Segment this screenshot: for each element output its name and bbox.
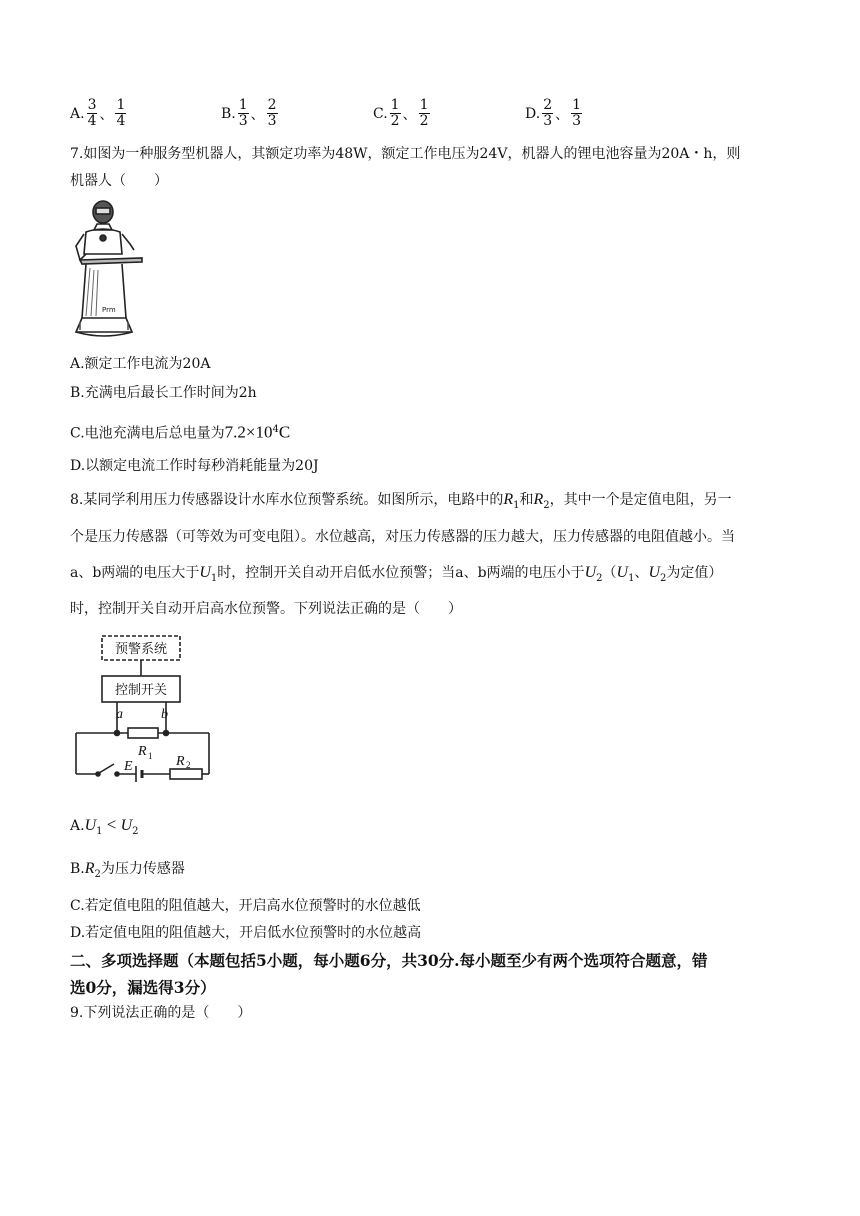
separator: 、 [402,106,417,123]
symbol-u2: U [648,564,660,581]
symbol-r2: R [84,860,95,877]
q7-option-d: D.以额定电流工作时每秒消耗能量为20J [70,458,319,474]
text: 和 [519,492,534,508]
r2-label: R [176,754,185,769]
r1-subscript: 1 [148,751,153,761]
text: （ [602,565,617,581]
fraction: $\frac{1}{3}$ [572,97,582,129]
r1-resistor [128,728,158,738]
subscript: 1 [210,572,218,584]
robot-logo-text: Prm [102,306,116,314]
q8-stem-line2: 个是压力传感器（可等效为可变电阻）。水位越高，对压力传感器的压力越大，压力传感器的电阻值越小。当 [70,529,735,545]
separator: 、 [250,106,265,123]
fraction: $\frac{2}{3}$ [267,97,277,129]
text: 、 [634,565,649,581]
q8-stem-line1 [70,490,732,516]
formula-exponent: 4 [272,424,279,435]
symbol-r1: R [503,491,514,508]
symbol-u1: U [84,817,97,834]
terminal-a-label: a [116,707,123,722]
q7-option-c [70,420,290,444]
r2-subscript: 2 [186,760,191,770]
warning-system-label: 预警系统 [114,642,168,657]
q8-stem-line4: 时，控制开关自动开启高水位预警。下列说法正确的是（ ） [70,601,462,617]
q8-option-b [70,859,185,885]
section-heading-line2: 选0分，漏选得3分） [70,978,216,997]
text: a、b两端的电压小于 [455,565,585,581]
text: 时，控制开关自动开启低水位预警；当 [217,565,456,581]
formula-base: 7.2×10 [224,422,273,442]
option-label: A. [70,105,85,122]
text: 8.某同学利用压力传感器设计水库水位预警系统。如图所示，电路中的 [70,492,504,508]
q8-option-a [70,815,139,842]
text: 为定值） [666,565,723,581]
q6-option-b [221,98,280,129]
option-label: B. [70,861,85,877]
symbol-u2: U [120,817,133,834]
q6-option-c [373,98,432,129]
subscript: 2 [132,825,139,837]
less-than: < [102,815,121,834]
option-label: C. [373,105,388,122]
q7-stem-line2: 机器人（ ） [70,173,168,189]
q6-option-d [525,98,584,129]
q7-option-b: B.充满电后最长工作时间为2h [70,385,257,401]
robot-image [72,198,156,342]
option-label: A. [70,818,85,834]
q8-option-c: C.若定值电阻的阻值越大，开启高水位预警时的水位越低 [70,898,421,914]
symbol-u2: U [584,564,597,581]
subscript: 1 [628,572,635,584]
option-text: 为压力传感器 [100,861,185,877]
fraction: $\frac{1}{2}$ [419,97,429,129]
terminal-b-label: b [161,707,168,722]
q7-option-a: A.额定工作电流为20A [70,356,211,372]
subscript: 1 [96,825,103,837]
r2-resistor [170,769,202,779]
text: a、b两端的电压大于 [70,565,200,581]
q8-stem-line3 [70,563,722,589]
formula-unit: C [278,422,291,442]
subscript: 2 [543,499,550,511]
q8-option-d: D.若定值电阻的阻值越大，开启低水位预警时的水位越高 [70,925,422,941]
robot-illustration [72,198,156,342]
subscript: 2 [94,868,101,880]
symbol-r2: R [533,491,544,508]
fraction: $\frac{3}{4}$ [87,97,97,129]
option-label: D. [525,105,541,122]
fraction: $\frac{1}{2}$ [390,97,400,129]
circuit-svg [72,632,222,782]
symbol-u1: U [616,564,629,581]
control-switch-label: 控制开关 [114,683,168,698]
option-text: C.电池充满电后总电量为 [70,425,225,442]
text: ，其中一个是定值电阻，另一 [549,492,732,508]
r1-label: R [138,744,147,759]
q6-option-a [70,98,128,129]
q9-stem: 9.下列说法正确的是（ ） [70,1005,252,1021]
subscript: 1 [513,499,520,511]
separator: 、 [555,106,570,123]
symbol-u1: U [199,564,211,581]
switch [99,764,114,773]
section-heading-line1: 二、多项选择题（本题包括5小题，每小题6分，共30分.每小题至少有两个选项符合题意，错 [70,951,708,970]
fraction: $\frac{2}{3}$ [543,97,553,129]
q6-options [70,98,630,138]
fraction: $\frac{1}{3}$ [238,97,248,129]
fraction: $\frac{1}{4}$ [116,97,126,129]
circuit-diagram [72,632,222,782]
subscript: 2 [660,572,667,584]
subscript: 2 [596,572,603,584]
battery-label: E [124,759,133,774]
option-label: B. [221,105,236,122]
separator: 、 [99,106,114,123]
q7-stem-line1: 7.如图为一种服务型机器人，其额定功率为48W，额定工作电压为24V，机器人的锂电池容量为20A・h，则 [70,146,741,162]
